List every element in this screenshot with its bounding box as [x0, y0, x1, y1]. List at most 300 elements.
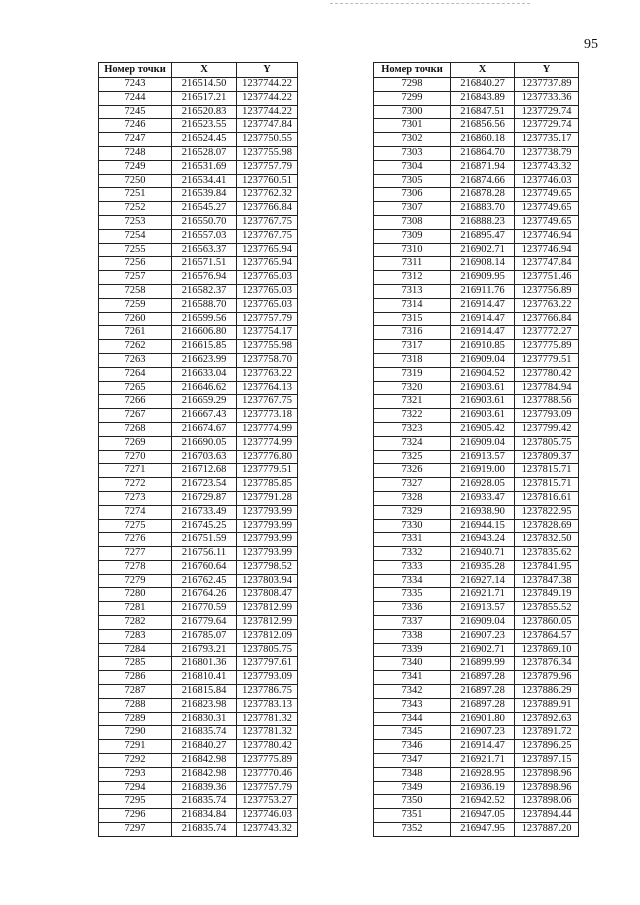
- cell-point-number: 7305: [374, 174, 451, 188]
- cell-y: 1237822.95: [515, 505, 579, 519]
- table-row: [99, 340, 298, 354]
- table-row: [374, 422, 579, 436]
- cell-point-number: 7253: [99, 215, 172, 229]
- table-row: [99, 436, 298, 450]
- table-row: [374, 395, 579, 409]
- cell-point-number: 7274: [99, 505, 172, 519]
- cell-point-number: 7332: [374, 547, 451, 561]
- table-row: [374, 243, 579, 257]
- header-point-number: Номер точки: [99, 63, 172, 78]
- cell-y: 1237744.22: [237, 78, 298, 92]
- cell-y: 1237766.84: [515, 312, 579, 326]
- table-row: [374, 712, 579, 726]
- cell-x: 216947.95: [451, 823, 515, 837]
- table-row: [99, 202, 298, 216]
- cell-x: 216933.47: [451, 491, 515, 505]
- cell-point-number: 7316: [374, 326, 451, 340]
- cell-point-number: 7258: [99, 284, 172, 298]
- table-row: [374, 616, 579, 630]
- cell-x: 216723.54: [172, 478, 237, 492]
- table-row: [374, 657, 579, 671]
- table-row: [99, 367, 298, 381]
- cell-point-number: 7345: [374, 726, 451, 740]
- cell-x: 216947.05: [451, 809, 515, 823]
- cell-point-number: 7339: [374, 643, 451, 657]
- cell-x: 216914.47: [451, 312, 515, 326]
- table-row: [99, 574, 298, 588]
- cell-y: 1237767.75: [237, 395, 298, 409]
- cell-x: 216539.84: [172, 188, 237, 202]
- page-number: 95: [584, 37, 598, 52]
- cell-x: 216793.21: [172, 643, 237, 657]
- cell-point-number: 7248: [99, 146, 172, 160]
- cell-point-number: 7341: [374, 671, 451, 685]
- cell-y: 1237793.99: [237, 533, 298, 547]
- table-row: [99, 643, 298, 657]
- cell-point-number: 7340: [374, 657, 451, 671]
- cell-x: 216902.71: [451, 643, 515, 657]
- cell-point-number: 7344: [374, 712, 451, 726]
- cell-x: 216914.47: [451, 740, 515, 754]
- cell-x: 216914.47: [451, 298, 515, 312]
- cell-point-number: 7309: [374, 229, 451, 243]
- cell-x: 216646.62: [172, 381, 237, 395]
- cell-y: 1237812.09: [237, 629, 298, 643]
- cell-point-number: 7284: [99, 643, 172, 657]
- table-row: [374, 478, 579, 492]
- cell-y: 1237812.99: [237, 616, 298, 630]
- cell-x: 216576.94: [172, 271, 237, 285]
- cell-y: 1237753.27: [237, 795, 298, 809]
- cell-point-number: 7245: [99, 105, 172, 119]
- cell-x: 216944.15: [451, 519, 515, 533]
- table-row: [99, 298, 298, 312]
- cell-point-number: 7334: [374, 574, 451, 588]
- cell-x: 216534.41: [172, 174, 237, 188]
- cell-y: 1237841.95: [515, 560, 579, 574]
- table-row: [374, 78, 579, 92]
- cell-y: 1237798.52: [237, 560, 298, 574]
- cell-point-number: 7312: [374, 271, 451, 285]
- cell-y: 1237832.50: [515, 533, 579, 547]
- cell-x: 216712.68: [172, 464, 237, 478]
- cell-y: 1237793.99: [237, 547, 298, 561]
- cell-y: 1237808.47: [237, 588, 298, 602]
- cell-x: 216531.69: [172, 160, 237, 174]
- cell-x: 216847.51: [451, 105, 515, 119]
- cell-y: 1237812.99: [237, 602, 298, 616]
- cell-y: 1237849.19: [515, 588, 579, 602]
- cell-y: 1237809.37: [515, 450, 579, 464]
- cell-y: 1237763.22: [237, 367, 298, 381]
- cell-y: 1237781.32: [237, 712, 298, 726]
- cell-point-number: 7317: [374, 340, 451, 354]
- cell-y: 1237751.46: [515, 271, 579, 285]
- cell-x: 216871.94: [451, 160, 515, 174]
- cell-point-number: 7327: [374, 478, 451, 492]
- cell-x: 216823.98: [172, 698, 237, 712]
- cell-y: 1237815.71: [515, 464, 579, 478]
- cell-point-number: 7308: [374, 215, 451, 229]
- table-row: [374, 809, 579, 823]
- cell-y: 1237765.94: [237, 257, 298, 271]
- table-row: [374, 188, 579, 202]
- cell-y: 1237746.94: [515, 243, 579, 257]
- cell-point-number: 7296: [99, 809, 172, 823]
- table-row: [374, 602, 579, 616]
- table-row: [99, 450, 298, 464]
- header-y: Y: [515, 63, 579, 78]
- cell-x: 216903.61: [451, 395, 515, 409]
- cell-y: 1237780.42: [237, 740, 298, 754]
- table-row: [99, 133, 298, 147]
- cell-x: 216582.37: [172, 284, 237, 298]
- left-coordinates-table-container: [98, 62, 298, 837]
- table-row: [374, 340, 579, 354]
- cell-y: 1237803.94: [237, 574, 298, 588]
- cell-point-number: 7301: [374, 119, 451, 133]
- cell-x: 216839.36: [172, 781, 237, 795]
- table-row: [99, 160, 298, 174]
- cell-point-number: 7295: [99, 795, 172, 809]
- cell-y: 1237767.75: [237, 229, 298, 243]
- cell-point-number: 7331: [374, 533, 451, 547]
- table-row: [99, 78, 298, 92]
- cell-x: 216751.59: [172, 533, 237, 547]
- cell-x: 216942.52: [451, 795, 515, 809]
- cell-x: 216674.67: [172, 422, 237, 436]
- cell-point-number: 7348: [374, 767, 451, 781]
- cell-x: 216733.49: [172, 505, 237, 519]
- cell-x: 216908.14: [451, 257, 515, 271]
- table-row: [374, 547, 579, 561]
- cell-y: 1237765.03: [237, 271, 298, 285]
- cell-point-number: 7276: [99, 533, 172, 547]
- cell-y: 1237729.74: [515, 119, 579, 133]
- cell-point-number: 7307: [374, 202, 451, 216]
- table-row: [99, 312, 298, 326]
- cell-y: 1237892.63: [515, 712, 579, 726]
- cell-x: 216762.45: [172, 574, 237, 588]
- table-row: [99, 257, 298, 271]
- cell-point-number: 7346: [374, 740, 451, 754]
- cell-x: 216770.59: [172, 602, 237, 616]
- cell-point-number: 7325: [374, 450, 451, 464]
- cell-y: 1237737.89: [515, 78, 579, 92]
- cell-x: 216940.71: [451, 547, 515, 561]
- cell-x: 216606.80: [172, 326, 237, 340]
- cell-y: 1237775.89: [237, 754, 298, 768]
- cell-point-number: 7285: [99, 657, 172, 671]
- cell-y: 1237755.98: [237, 340, 298, 354]
- cell-y: 1237815.71: [515, 478, 579, 492]
- cell-x: 216903.61: [451, 409, 515, 423]
- cell-point-number: 7286: [99, 671, 172, 685]
- cell-x: 216840.27: [451, 78, 515, 92]
- cell-y: 1237772.27: [515, 326, 579, 340]
- cell-y: 1237749.65: [515, 215, 579, 229]
- cell-x: 216520.83: [172, 105, 237, 119]
- table-row: [99, 657, 298, 671]
- cell-y: 1237765.03: [237, 298, 298, 312]
- table-row: [99, 533, 298, 547]
- table-row: [99, 547, 298, 561]
- cell-point-number: 7273: [99, 491, 172, 505]
- cell-x: 216913.57: [451, 450, 515, 464]
- cell-y: 1237889.91: [515, 698, 579, 712]
- cell-x: 216864.70: [451, 146, 515, 160]
- cell-x: 216843.89: [451, 91, 515, 105]
- table-row: [99, 409, 298, 423]
- table-row: [374, 202, 579, 216]
- cell-y: 1237897.15: [515, 754, 579, 768]
- cell-y: 1237746.03: [237, 809, 298, 823]
- cell-y: 1237869.10: [515, 643, 579, 657]
- cell-y: 1237847.38: [515, 574, 579, 588]
- cell-point-number: 7259: [99, 298, 172, 312]
- cell-point-number: 7304: [374, 160, 451, 174]
- table-row: [374, 229, 579, 243]
- cell-point-number: 7315: [374, 312, 451, 326]
- table-row: [374, 146, 579, 160]
- cell-y: 1237773.18: [237, 409, 298, 423]
- cell-x: 216883.70: [451, 202, 515, 216]
- cell-point-number: 7250: [99, 174, 172, 188]
- cell-point-number: 7343: [374, 698, 451, 712]
- cell-point-number: 7298: [374, 78, 451, 92]
- cell-y: 1237744.22: [237, 91, 298, 105]
- cell-x: 216921.71: [451, 754, 515, 768]
- cell-x: 216842.98: [172, 767, 237, 781]
- cell-point-number: 7280: [99, 588, 172, 602]
- table-row: [374, 823, 579, 837]
- cell-y: 1237779.51: [515, 353, 579, 367]
- table-row: [374, 519, 579, 533]
- cell-point-number: 7333: [374, 560, 451, 574]
- cell-point-number: 7269: [99, 436, 172, 450]
- cell-y: 1237774.99: [237, 422, 298, 436]
- cell-point-number: 7318: [374, 353, 451, 367]
- cell-x: 216523.55: [172, 119, 237, 133]
- cell-y: 1237816.61: [515, 491, 579, 505]
- cell-point-number: 7297: [99, 823, 172, 837]
- cell-x: 216909.04: [451, 616, 515, 630]
- cell-y: 1237770.46: [237, 767, 298, 781]
- cell-x: 216842.98: [172, 754, 237, 768]
- table-row: [374, 353, 579, 367]
- table-row: [99, 105, 298, 119]
- cell-point-number: 7289: [99, 712, 172, 726]
- header-point-number: Номер точки: [374, 63, 451, 78]
- table-row: [374, 643, 579, 657]
- table-row: [99, 781, 298, 795]
- cell-point-number: 7260: [99, 312, 172, 326]
- cell-y: 1237743.32: [237, 823, 298, 837]
- cell-x: 216745.25: [172, 519, 237, 533]
- cell-x: 216910.85: [451, 340, 515, 354]
- cell-x: 216874.66: [451, 174, 515, 188]
- table-row: [374, 367, 579, 381]
- table-row: [99, 823, 298, 837]
- cell-x: 216899.99: [451, 657, 515, 671]
- cell-x: 216909.04: [451, 436, 515, 450]
- cell-x: 216907.23: [451, 629, 515, 643]
- table-row: [99, 629, 298, 643]
- cell-x: 216550.70: [172, 215, 237, 229]
- cell-x: 216878.28: [451, 188, 515, 202]
- cell-point-number: 7347: [374, 754, 451, 768]
- cell-y: 1237835.62: [515, 547, 579, 561]
- cell-point-number: 7271: [99, 464, 172, 478]
- cell-y: 1237747.84: [237, 119, 298, 133]
- cell-point-number: 7342: [374, 685, 451, 699]
- table-header-row: [374, 63, 579, 78]
- cell-x: 216835.74: [172, 795, 237, 809]
- cell-y: 1237891.72: [515, 726, 579, 740]
- table-row: [374, 312, 579, 326]
- table-row: [374, 215, 579, 229]
- cell-point-number: 7321: [374, 395, 451, 409]
- header-y: Y: [237, 63, 298, 78]
- cell-x: 216801.36: [172, 657, 237, 671]
- table-row: [99, 243, 298, 257]
- cell-x: 216901.80: [451, 712, 515, 726]
- cell-point-number: 7255: [99, 243, 172, 257]
- cell-point-number: 7329: [374, 505, 451, 519]
- cell-x: 216615.85: [172, 340, 237, 354]
- cell-y: 1237780.42: [515, 367, 579, 381]
- cell-point-number: 7322: [374, 409, 451, 423]
- table-row: [99, 188, 298, 202]
- cell-point-number: 7287: [99, 685, 172, 699]
- table-row: [374, 671, 579, 685]
- cell-point-number: 7256: [99, 257, 172, 271]
- cell-x: 216764.26: [172, 588, 237, 602]
- left-table-body: [99, 78, 298, 837]
- cell-y: 1237746.94: [515, 229, 579, 243]
- cell-y: 1237828.69: [515, 519, 579, 533]
- cell-y: 1237775.89: [515, 340, 579, 354]
- cell-y: 1237758.70: [237, 353, 298, 367]
- cell-x: 216903.61: [451, 381, 515, 395]
- table-row: [99, 616, 298, 630]
- cell-x: 216909.95: [451, 271, 515, 285]
- table-row: [374, 698, 579, 712]
- table-row: [99, 809, 298, 823]
- table-row: [99, 478, 298, 492]
- table-row: [374, 160, 579, 174]
- table-row: [99, 671, 298, 685]
- cell-point-number: 7288: [99, 698, 172, 712]
- cell-point-number: 7283: [99, 629, 172, 643]
- cell-y: 1237785.85: [237, 478, 298, 492]
- cell-point-number: 7249: [99, 160, 172, 174]
- cell-y: 1237776.80: [237, 450, 298, 464]
- cell-x: 216633.04: [172, 367, 237, 381]
- cell-y: 1237886.29: [515, 685, 579, 699]
- table-row: [99, 602, 298, 616]
- cell-point-number: 7267: [99, 409, 172, 423]
- cell-y: 1237887.20: [515, 823, 579, 837]
- table-row: [374, 629, 579, 643]
- cell-point-number: 7306: [374, 188, 451, 202]
- cell-x: 216760.64: [172, 560, 237, 574]
- table-row: [374, 685, 579, 699]
- cell-x: 216927.14: [451, 574, 515, 588]
- table-row: [99, 588, 298, 602]
- cell-y: 1237864.57: [515, 629, 579, 643]
- cell-y: 1237764.13: [237, 381, 298, 395]
- cell-point-number: 7328: [374, 491, 451, 505]
- table-row: [374, 271, 579, 285]
- cell-point-number: 7349: [374, 781, 451, 795]
- cell-y: 1237898.96: [515, 767, 579, 781]
- cell-x: 216895.47: [451, 229, 515, 243]
- cell-x: 216909.04: [451, 353, 515, 367]
- cell-y: 1237793.09: [237, 671, 298, 685]
- cell-point-number: 7270: [99, 450, 172, 464]
- cell-y: 1237779.51: [237, 464, 298, 478]
- cell-point-number: 7263: [99, 353, 172, 367]
- scan-artifact-marks: [330, 3, 530, 7]
- cell-y: 1237767.75: [237, 215, 298, 229]
- cell-point-number: 7319: [374, 367, 451, 381]
- table-row: [374, 298, 579, 312]
- cell-y: 1237760.51: [237, 174, 298, 188]
- cell-x: 216897.28: [451, 671, 515, 685]
- cell-x: 216571.51: [172, 257, 237, 271]
- cell-x: 216897.28: [451, 685, 515, 699]
- table-row: [374, 105, 579, 119]
- table-row: [374, 795, 579, 809]
- cell-x: 216514.50: [172, 78, 237, 92]
- cell-y: 1237744.22: [237, 105, 298, 119]
- cell-point-number: 7275: [99, 519, 172, 533]
- cell-y: 1237766.84: [237, 202, 298, 216]
- cell-y: 1237733.36: [515, 91, 579, 105]
- cell-point-number: 7262: [99, 340, 172, 354]
- cell-point-number: 7278: [99, 560, 172, 574]
- cell-point-number: 7311: [374, 257, 451, 271]
- cell-y: 1237793.99: [237, 519, 298, 533]
- cell-point-number: 7246: [99, 119, 172, 133]
- cell-point-number: 7261: [99, 326, 172, 340]
- header-x: X: [451, 63, 515, 78]
- table-row: [374, 505, 579, 519]
- table-row: [374, 560, 579, 574]
- cell-point-number: 7264: [99, 367, 172, 381]
- table-row: [99, 284, 298, 298]
- cell-y: 1237876.34: [515, 657, 579, 671]
- cell-point-number: 7338: [374, 629, 451, 643]
- cell-x: 216905.42: [451, 422, 515, 436]
- table-row: [99, 491, 298, 505]
- cell-y: 1237797.61: [237, 657, 298, 671]
- table-row: [374, 726, 579, 740]
- cell-x: 216599.56: [172, 312, 237, 326]
- cell-y: 1237747.84: [515, 257, 579, 271]
- cell-point-number: 7314: [374, 298, 451, 312]
- cell-x: 216834.84: [172, 809, 237, 823]
- table-row: [99, 395, 298, 409]
- table-row: [99, 215, 298, 229]
- table-row: [99, 464, 298, 478]
- cell-point-number: 7282: [99, 616, 172, 630]
- cell-point-number: 7243: [99, 78, 172, 92]
- table-row: [374, 781, 579, 795]
- cell-x: 216935.28: [451, 560, 515, 574]
- cell-x: 216563.37: [172, 243, 237, 257]
